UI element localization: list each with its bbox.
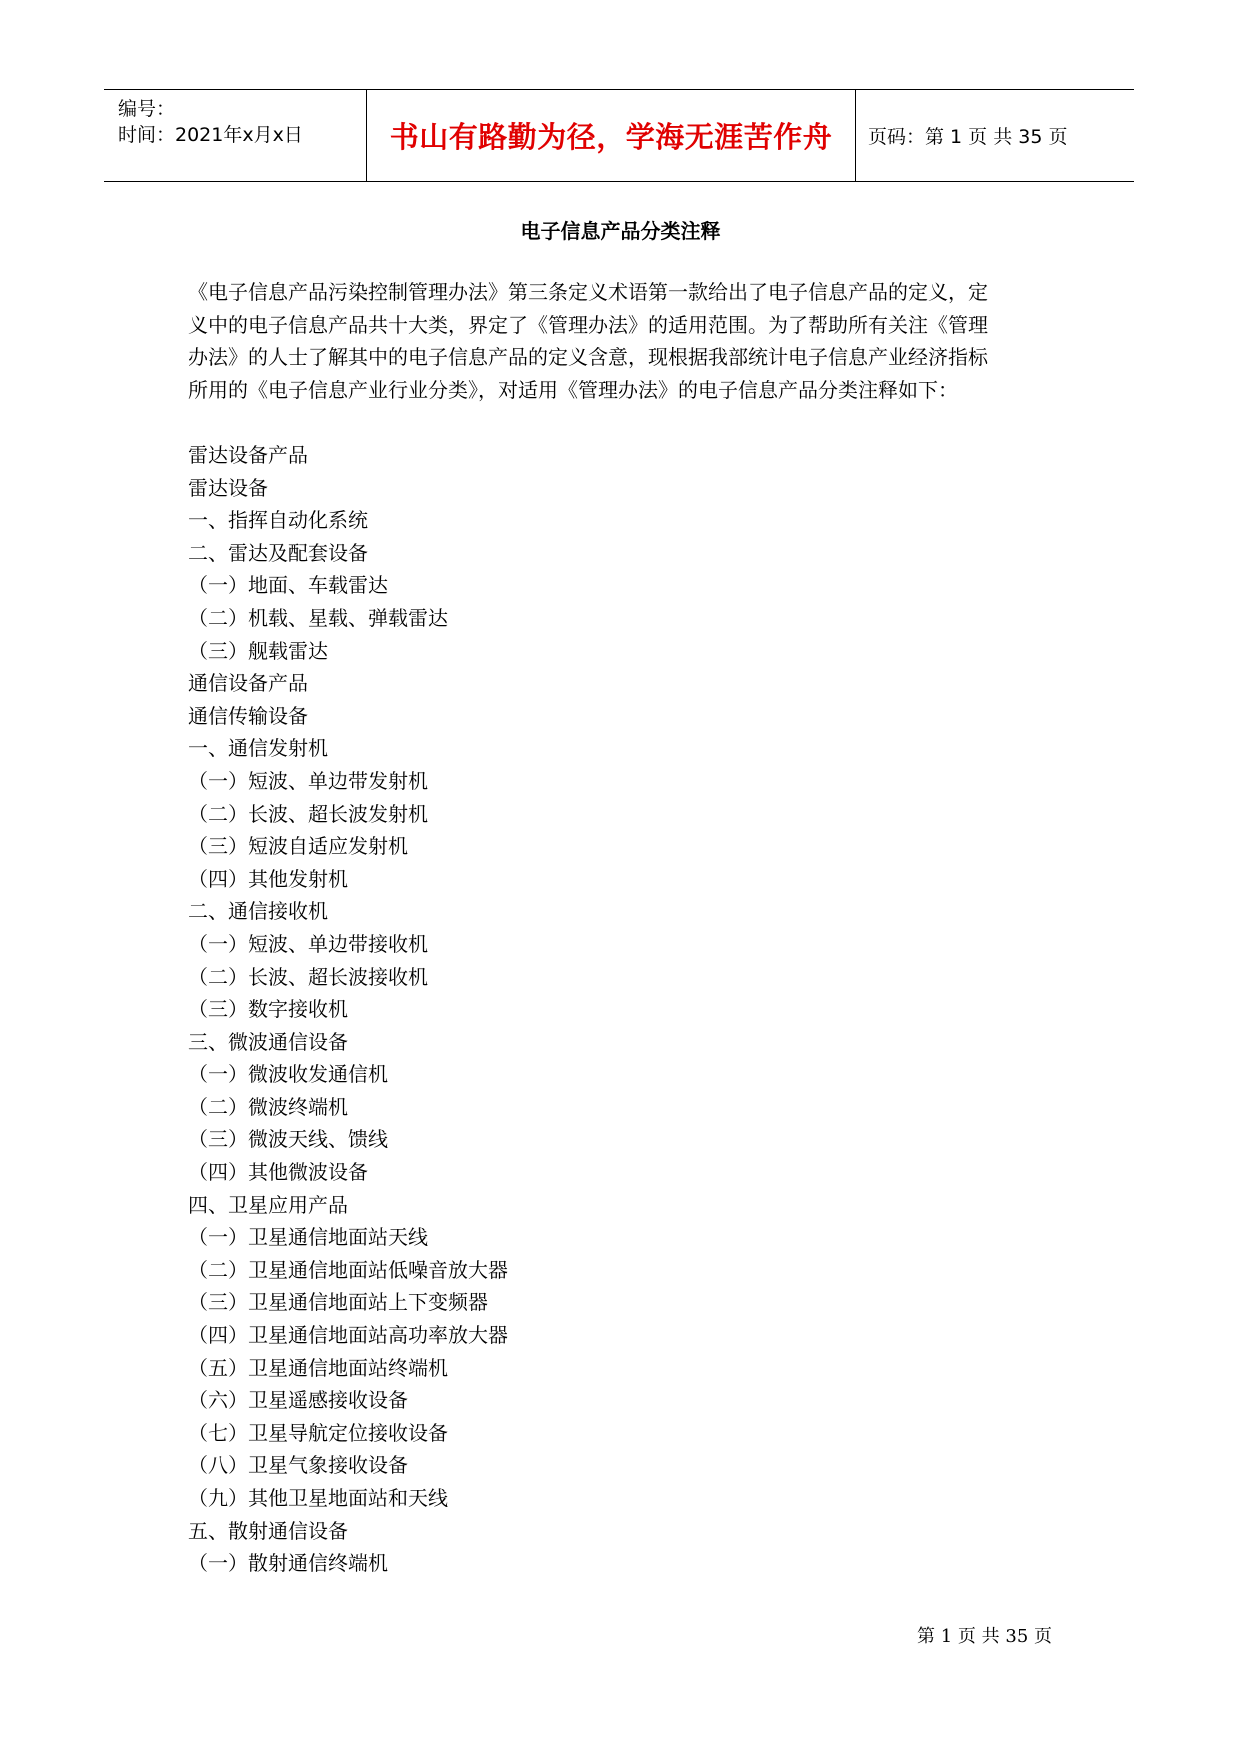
list-item: （四）卫星通信地面站高功率放大器: [188, 1323, 508, 1348]
list-item: 二、雷达及配套设备: [188, 540, 368, 565]
list-item: （三）微波天线、馈线: [188, 1127, 388, 1152]
list-item: （三）数字接收机: [188, 997, 348, 1022]
list-item: （一）微波收发通信机: [188, 1062, 388, 1087]
list-item: （七）卫星导航定位接收设备: [188, 1420, 448, 1445]
header-motto-cell: [367, 90, 856, 181]
list-item: （二）卫星通信地面站低噪音放大器: [188, 1257, 508, 1282]
page-footer: 第 1 页 共 35 页: [917, 1626, 1052, 1647]
list-item: （四）其他发射机: [188, 866, 348, 891]
list-item: 通信设备产品: [188, 671, 308, 696]
list-item: 四、卫星应用产品: [188, 1192, 348, 1217]
list-item: 一、通信发射机: [188, 736, 328, 761]
list-item: （三）卫星通信地面站上下变频器: [188, 1290, 488, 1315]
list-item: （一）短波、单边带发射机: [188, 768, 428, 793]
header-page-info: 页码：第 1 页 共 35 页: [868, 126, 1068, 148]
header-page-info-cell: [856, 90, 1134, 181]
header-left-cell: [104, 90, 367, 181]
list-item: （二）机载、星载、弹载雷达: [188, 605, 448, 630]
list-item: （三）短波自适应发射机: [188, 834, 408, 859]
list-item: （一）短波、单边带接收机: [188, 931, 428, 956]
list-item: （一）卫星通信地面站天线: [188, 1225, 428, 1250]
intro-line: 所用的《电子信息产业行业分类》，对适用《管理办法》的电子信息产品分类注释如下：: [188, 377, 958, 402]
list-item: 五、散射通信设备: [188, 1518, 348, 1543]
list-item: （八）卫星气象接收设备: [188, 1453, 408, 1478]
list-item: （二）微波终端机: [188, 1094, 348, 1119]
intro-line: 义中的电子信息产品共十大类，界定了《管理办法》的适用范围。为了帮助所有关注《管理: [188, 312, 988, 337]
list-item: （四）其他微波设备: [188, 1160, 368, 1185]
intro-paragraph: [188, 276, 1060, 406]
list-item: （九）其他卫星地面站和天线: [188, 1486, 448, 1510]
list-item: 三、微波通信设备: [188, 1029, 348, 1054]
list-item: 二、通信接收机: [188, 899, 328, 924]
header-motto: 书山有路勤为径，学海无涯苦作舟: [389, 120, 833, 154]
list-item: 雷达设备产品: [188, 443, 308, 467]
list-item: （二）长波、超长波接收机: [188, 964, 428, 989]
classification-list: [188, 439, 508, 1580]
list-item: 雷达设备: [188, 475, 268, 500]
document-title: 电子信息产品分类注释: [520, 219, 721, 243]
list-item: （一）散射通信终端机: [188, 1551, 388, 1576]
list-item: （二）长波、超长波发射机: [188, 801, 428, 826]
document-number-label: 编号：: [118, 98, 176, 120]
intro-line: 《电子信息产品污染控制管理办法》第三条定义术语第一款给出了电子信息产品的定义，定: [188, 280, 988, 304]
list-item: （一）地面、车载雷达: [188, 573, 388, 598]
document-time-label: 时间：2021年x月x日: [118, 124, 303, 146]
page-header: [104, 89, 1134, 182]
list-item: 通信传输设备: [188, 703, 308, 728]
intro-line: 办法》的人士了解其中的电子信息产品的定义含意，现根据我部统计电子信息产业经济指标: [188, 345, 988, 369]
list-item: （五）卫星通信地面站终端机: [188, 1355, 448, 1380]
list-item: 一、指挥自动化系统: [188, 508, 368, 533]
list-item: （六）卫星遥感接收设备: [188, 1388, 408, 1413]
list-item: （三）舰载雷达: [188, 638, 328, 663]
